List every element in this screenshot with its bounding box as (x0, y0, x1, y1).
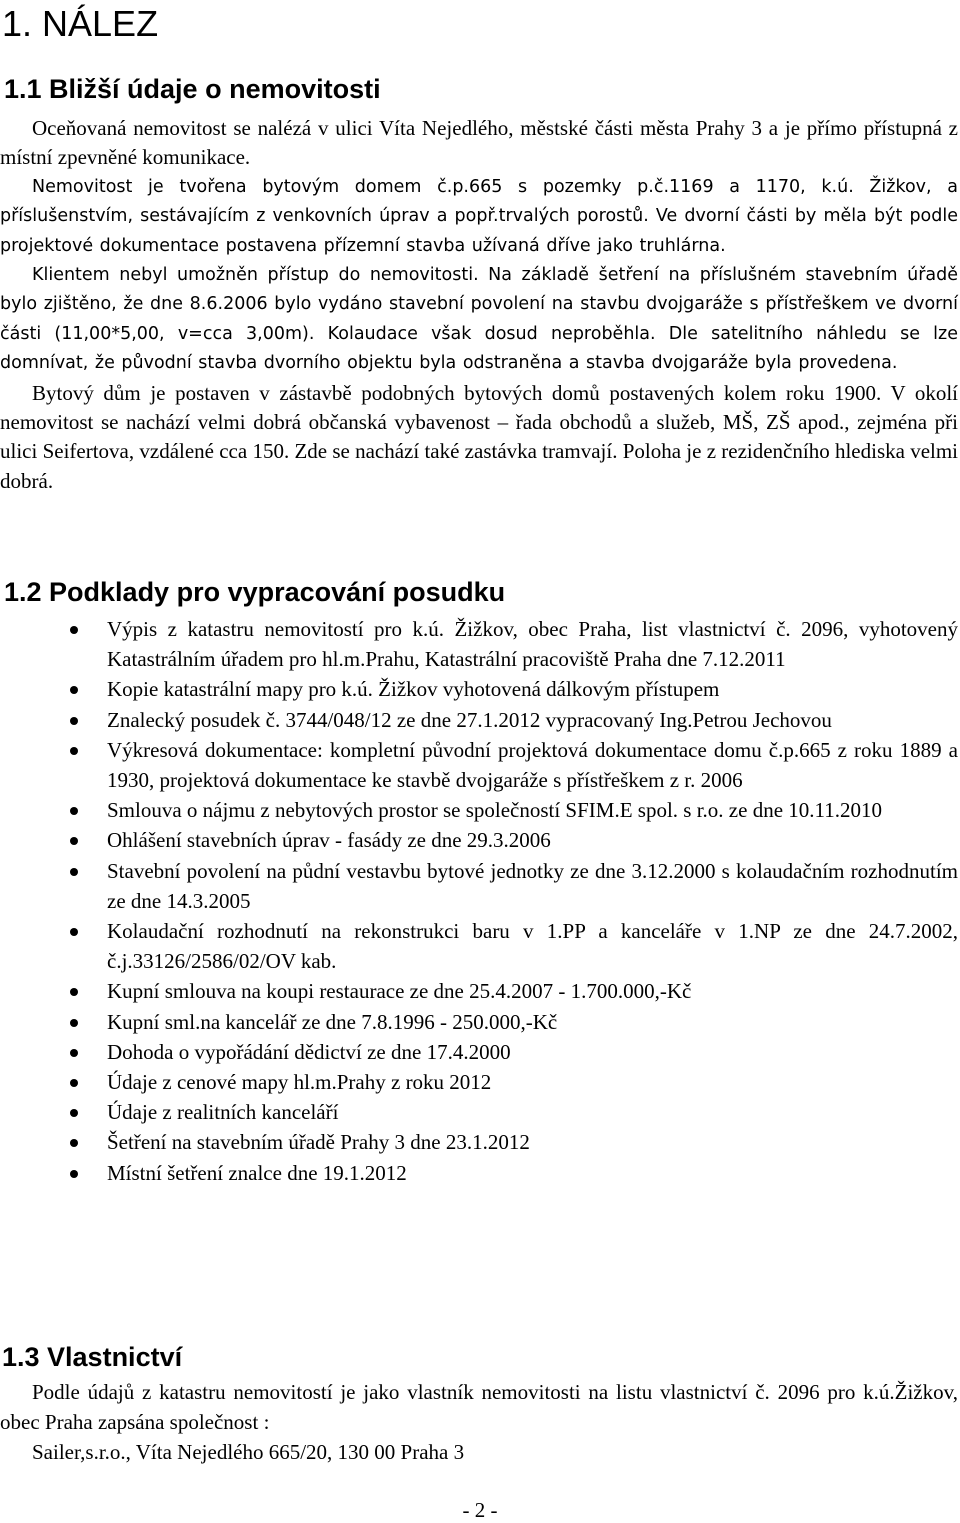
list-item (0, 795, 958, 825)
section-heading-1-3: 1.3 Vlastnictví (2, 1342, 183, 1372)
list-item (0, 916, 958, 976)
list-item-text: Výkresová dokumentace: kompletní původní projektová dokumentace domu č.p.665 z roku 1889 a 1930, projektová dokumentace ke stavbě dvojgaráže s přístřeškem z r. 2006 (107, 737, 958, 793)
section-heading-1-1: 1.1 Bližší údaje o nemovitosti (4, 74, 381, 104)
bullet-icon (70, 1019, 78, 1027)
bullet-icon (70, 686, 78, 694)
bullet-icon (70, 868, 78, 876)
list-item-text: Místní šetření znalce dne 19.1.2012 (107, 1160, 407, 1185)
list-item (0, 976, 958, 1006)
list-item-text: Kupní smlouva na koupi restaurace ze dne 25.4.2007 - 1.700.000,-Kč (107, 979, 692, 1004)
list-item-text: Smlouva o nájmu z nebytových prostor se společností SFIM.E spol. s r.o. ze dne 10.11.2010 (107, 798, 882, 823)
list-item-text: Znalecký posudek č. 3744/048/12 ze dne 27.1.2012 vypracovaný Ing.Petrou Jechovou (107, 707, 832, 732)
bullet-icon (70, 928, 78, 936)
list-item-text: Kopie katastrální mapy pro k.ú. Žižkov vyhotovená dálkovým přístupem (107, 677, 720, 702)
list-item (0, 1158, 958, 1188)
bullet-icon (70, 837, 78, 845)
bullet-icon (70, 988, 78, 996)
paragraph-ownership: Podle údajů z katastru nemovitostí je jako vlastník nemovitosti na listu vlastnictví č. 2096 pro k.ú.Žižkov, obec Praha zapsána společnost : (0, 1380, 958, 1434)
bullet-icon (70, 717, 78, 725)
list-item-text: Šetření na stavebním úřadě Prahy 3 dne 23.1.2012 (107, 1130, 530, 1155)
owner-address: Sailer,s.r.o., Víta Nejedlého 665/20, 130 00 Praha 3 (32, 1439, 465, 1464)
list-item (0, 856, 958, 916)
list-item-text: Výpis z katastru nemovitostí pro k.ú. Žižkov, obec Praha, list vlastnictví č. 2096, vyhotovený Katastrálním úřadem pro hl.m.Prahu, Katastrální pracoviště Praha dne 7.12.2011 (107, 617, 958, 672)
list-item-text: Údaje z realitních kanceláří (107, 1100, 339, 1125)
bullet-icon (70, 1139, 78, 1147)
section-1-1-body (0, 114, 958, 496)
bullet-icon (70, 1170, 78, 1178)
bullet-icon (70, 1109, 78, 1117)
list-item-text: Ohlášení stavebních úprav - fasády ze dne 29.3.2006 (107, 828, 551, 853)
list-item (0, 735, 958, 795)
chapter-heading: 1. NÁLEZ (2, 3, 159, 44)
list-item (0, 674, 958, 704)
list-item (0, 1097, 958, 1127)
section-heading-1-2: 1.2 Podklady pro vypracování posudku (4, 577, 506, 607)
list-item (0, 705, 958, 735)
list-item-text: Údaje z cenové mapy hl.m.Prahy z roku 2012 (107, 1070, 492, 1095)
paragraph-location: Oceňovaná nemovitost se nalézá v ulici Víta Nejedlého, městské části města Prahy 3 a je přímo přístupná z místní zpevněné komunikace. (0, 116, 958, 170)
paragraph-building: Nemovitost je tvořena bytovým domem č.p.665 s pozemky p.č.1169 a 1170, k.ú. Žižkov, a příslušenstvím, sestávajícím z venkovních úprav a popř.trvalých porostů. Ve dvorní části by měla být podle projektové dokumentace postavena přízemní stavba užívaná dříve jako truhlárna. (0, 176, 958, 256)
bullet-icon (70, 747, 78, 755)
list-item-text: Kupní sml.na kancelář ze dne 7.8.1996 - 250.000,-Kč (107, 1009, 558, 1034)
sources-list (0, 614, 958, 1188)
list-item (0, 1127, 958, 1157)
list-item-text: Dohoda o vypořádání dědictví ze dne 17.4.2000 (107, 1039, 511, 1064)
paragraph-access: Klientem nebyl umožněn přístup do nemovitosti. Na základě šetření na příslušném stavebním úřadě bylo zjištěno, že dne 8.6.2006 bylo vydáno stavební povolení na stavbu dvojgaráže s přístřeškem ve dvorní části (11,00*5,00, v=cca 3,00m). Kolaudace však dosud neproběhla. Dle satelitního náhledu se lze domnívat, že původní stavba dvorního objektu byla odstraněna a stavba dvojgaráže byla provedena. (0, 265, 958, 374)
bullet-icon (70, 1049, 78, 1057)
list-item (0, 825, 958, 855)
list-item (0, 1037, 958, 1067)
paragraph-surroundings: Bytový dům je postaven v zástavbě podobných bytových domů postavených kolem roku 1900. V okolí nemovitost se nachází velmi dobrá občanská vybavenost – řada obchodů a služeb, MŠ, ZŠ apod., zejména při ulici Seifertova, vzdálené cca 150. Zde se nachází také zastávka tramvají. Poloha je z rezidenčního hlediska velmi dobrá. (0, 380, 959, 493)
list-item-text: Kolaudační rozhodnutí na rekonstrukci baru v 1.PP a kanceláře v 1.NP ze dne 24.7.2002, č.j.33126/2586/02/OV kab. (107, 919, 958, 974)
page-number: - 2 - (462, 1498, 498, 1522)
list-item-text: Stavební povolení na půdní vestavbu bytové jednotky ze dne 3.12.2000 s kolaudačním rozhodnutím ze dne 14.3.2005 (107, 858, 958, 913)
bullet-icon (70, 1079, 78, 1087)
list-item (0, 1007, 958, 1037)
bullet-icon (70, 626, 78, 634)
section-1-3-body (0, 1378, 958, 1467)
list-item (0, 614, 958, 674)
list-item (0, 1067, 958, 1097)
bullet-icon (70, 807, 78, 815)
